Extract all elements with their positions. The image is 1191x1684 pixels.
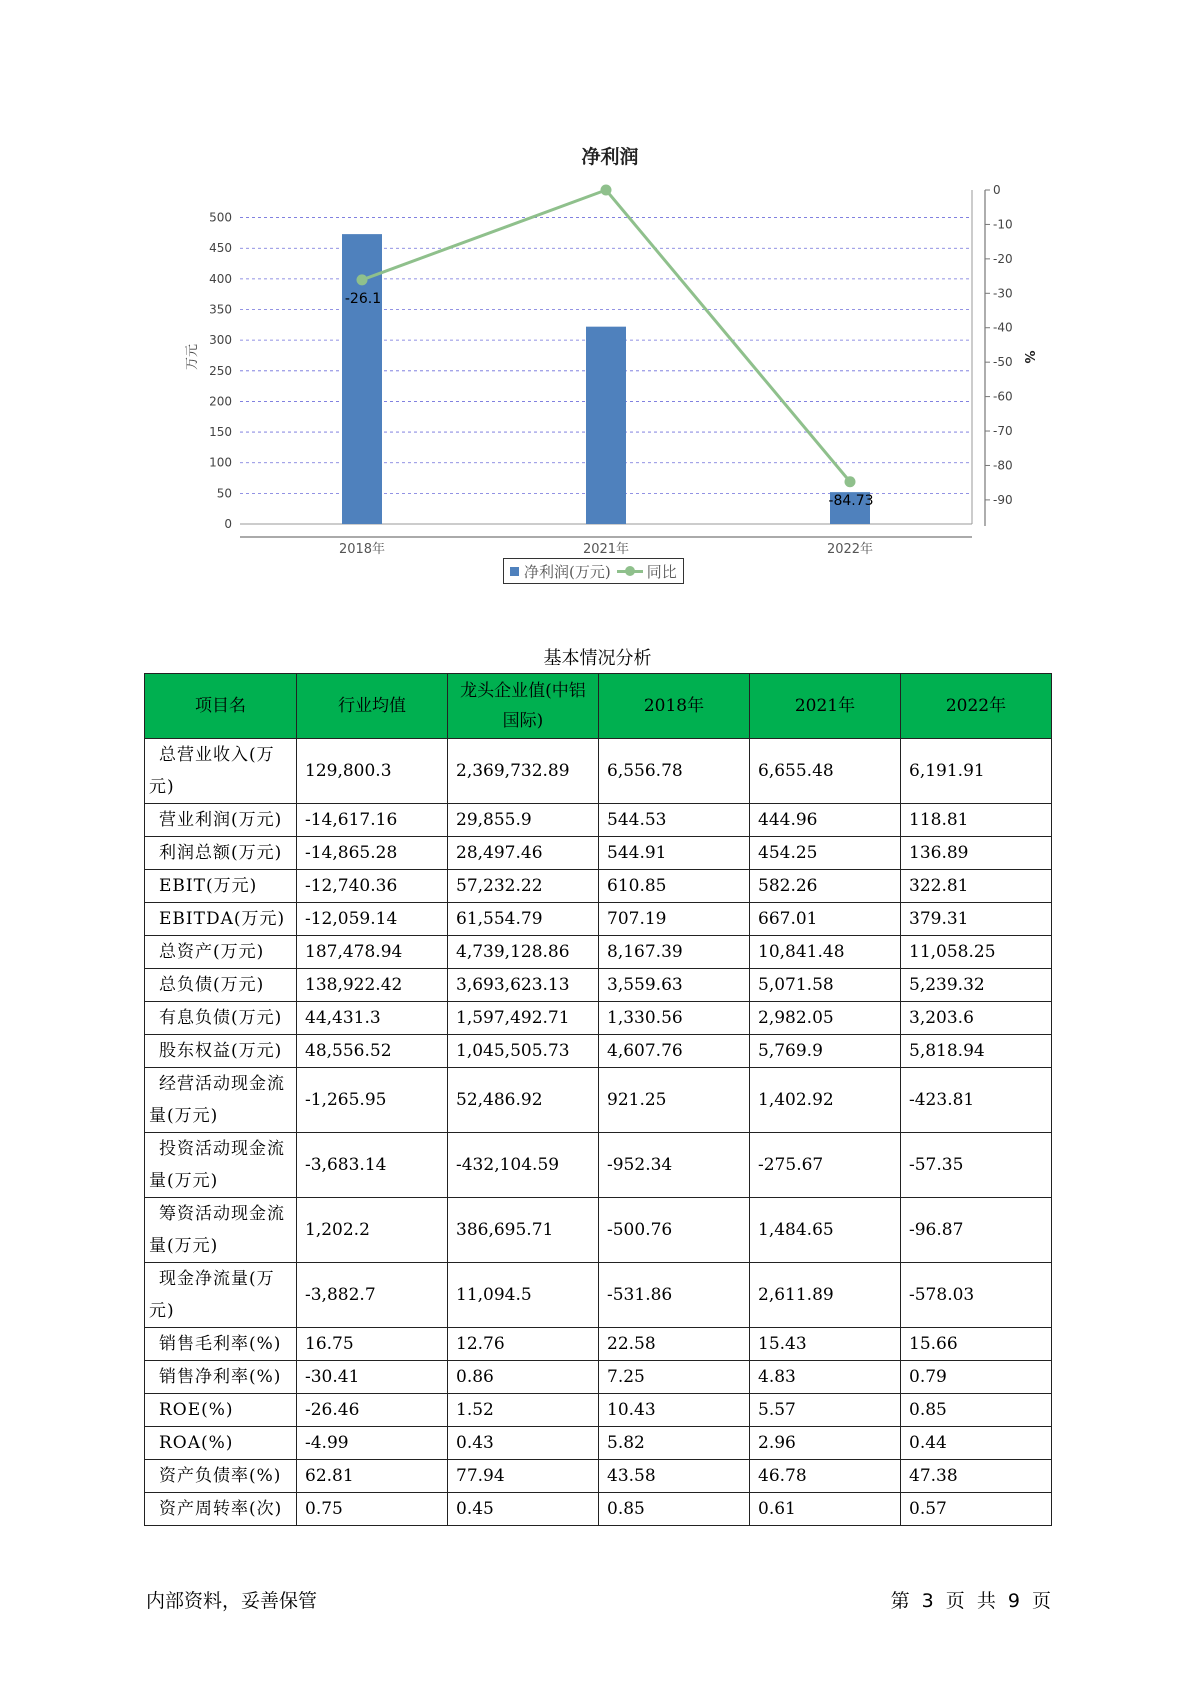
- row-label: 销售毛利率(%): [145, 1328, 297, 1361]
- table-cell: 379.31: [901, 903, 1052, 936]
- table-cell: 454.25: [750, 837, 901, 870]
- table-row: [145, 870, 1052, 903]
- table-cell: 10,841.48: [750, 936, 901, 969]
- row-label: 筹资活动现金流量(万元): [145, 1198, 297, 1263]
- table-row: [145, 1394, 1052, 1427]
- table-cell: 5,769.9: [750, 1035, 901, 1068]
- y2-axis-label: %: [1021, 350, 1036, 364]
- header-item-name: 项目名: [145, 674, 297, 739]
- table-cell: 0.85: [901, 1394, 1052, 1427]
- table-row: [145, 1002, 1052, 1035]
- table-cell: 0.75: [297, 1493, 448, 1526]
- table-row: [145, 804, 1052, 837]
- y2-tick-label: -40: [993, 320, 1013, 335]
- y-tick-label: 500: [209, 210, 232, 225]
- table-cell: -96.87: [901, 1198, 1052, 1263]
- table-cell: 1,045,505.73: [448, 1035, 599, 1068]
- table-cell: 1,484.65: [750, 1198, 901, 1263]
- table-cell: 0.44: [901, 1427, 1052, 1460]
- table-row: [145, 1328, 1052, 1361]
- table-row: [145, 1263, 1052, 1328]
- footer-page-number: 第 3 页 共 9 页: [890, 1590, 1051, 1612]
- row-label: 经营活动现金流量(万元): [145, 1068, 297, 1133]
- bar-2021年: [586, 327, 626, 524]
- table-cell: 0.43: [448, 1427, 599, 1460]
- table-cell: 4,739,128.86: [448, 936, 599, 969]
- net-profit-chart: [0, 0, 1191, 600]
- table-cell: 10.43: [599, 1394, 750, 1427]
- y-tick-label: 350: [209, 302, 232, 317]
- table-cell: 2.96: [750, 1427, 901, 1460]
- table-cell: -3,882.7: [297, 1263, 448, 1328]
- legend-bar-swatch: [510, 567, 519, 576]
- table-cell: 0.85: [599, 1493, 750, 1526]
- table-row: [145, 1035, 1052, 1068]
- y-tick-label: 50: [216, 486, 232, 501]
- table-cell: 544.91: [599, 837, 750, 870]
- y-tick-label: 0: [224, 517, 232, 531]
- table-cell: 5,071.58: [750, 969, 901, 1002]
- table-cell: 5,818.94: [901, 1035, 1052, 1068]
- header-2021: 2021年: [750, 674, 901, 739]
- table-cell: -26.46: [297, 1394, 448, 1427]
- table-cell: 0.79: [901, 1361, 1052, 1394]
- header-leader-value: 龙头企业值(中铝国际): [448, 674, 599, 739]
- table-cell: 7.25: [599, 1361, 750, 1394]
- table-cell: 11,058.25: [901, 936, 1052, 969]
- table-row: [145, 1198, 1052, 1263]
- row-label: 股东权益(万元): [145, 1035, 297, 1068]
- table-cell: 444.96: [750, 804, 901, 837]
- y-axis-label: 万元: [185, 343, 200, 371]
- table-cell: -14,617.16: [297, 804, 448, 837]
- table-row: [145, 936, 1052, 969]
- table-header-row: [145, 674, 1052, 739]
- table-cell: 544.53: [599, 804, 750, 837]
- yoy-point: [845, 476, 856, 487]
- table-row: [145, 1460, 1052, 1493]
- row-label: EBITDA(万元): [145, 903, 297, 936]
- table-cell: 5,239.32: [901, 969, 1052, 1002]
- yoy-point: [601, 185, 612, 196]
- yoy-data-label: -84.73: [828, 492, 874, 509]
- y2-tick-label: -60: [993, 389, 1013, 404]
- table-cell: 2,369,732.89: [448, 739, 599, 804]
- y-tick-label: 450: [209, 241, 232, 256]
- table-cell: -423.81: [901, 1068, 1052, 1133]
- table-cell: 43.58: [599, 1460, 750, 1493]
- y2-tick-label: -70: [993, 424, 1013, 439]
- x-tick-label: 2022年: [826, 542, 874, 557]
- table-cell: 8,167.39: [599, 936, 750, 969]
- table-cell: 386,695.71: [448, 1198, 599, 1263]
- table-cell: 1,202.2: [297, 1198, 448, 1263]
- y-tick-label: 150: [209, 425, 232, 440]
- table-cell: 187,478.94: [297, 936, 448, 969]
- row-label: 总负债(万元): [145, 969, 297, 1002]
- legend-line-swatch: [617, 566, 643, 576]
- table-cell: 61,554.79: [448, 903, 599, 936]
- table-row: [145, 1133, 1052, 1198]
- y2-tick-label: -80: [993, 458, 1013, 473]
- table-cell: 1,597,492.71: [448, 1002, 599, 1035]
- table-cell: 6,556.78: [599, 739, 750, 804]
- table-body: [145, 739, 1052, 1526]
- table-cell: -4.99: [297, 1427, 448, 1460]
- table-cell: -12,740.36: [297, 870, 448, 903]
- y2-tick-label: -10: [993, 217, 1013, 232]
- table-row: [145, 1427, 1052, 1460]
- y-tick-label: 100: [209, 455, 232, 470]
- table-cell: 5.82: [599, 1427, 750, 1460]
- table-cell: -14,865.28: [297, 837, 448, 870]
- chart-svg: [0, 0, 1191, 600]
- table-row: [145, 969, 1052, 1002]
- row-label: 有息负债(万元): [145, 1002, 297, 1035]
- y-tick-label: 200: [209, 394, 232, 409]
- table-cell: 57,232.22: [448, 870, 599, 903]
- row-label: ROA(%): [145, 1427, 297, 1460]
- table-cell: 3,693,623.13: [448, 969, 599, 1002]
- table-cell: 1.52: [448, 1394, 599, 1427]
- table-row: [145, 1493, 1052, 1526]
- table-cell: -432,104.59: [448, 1133, 599, 1198]
- y2-tick-label: -20: [993, 251, 1013, 266]
- table-cell: 138,922.42: [297, 969, 448, 1002]
- table-cell: 5.57: [750, 1394, 901, 1427]
- row-label: EBIT(万元): [145, 870, 297, 903]
- legend-bar-label: 净利润(万元): [524, 562, 611, 581]
- header-industry-avg: 行业均值: [297, 674, 448, 739]
- table-row: [145, 739, 1052, 804]
- table-row: [145, 1361, 1052, 1394]
- table-cell: 118.81: [901, 804, 1052, 837]
- table-cell: 48,556.52: [297, 1035, 448, 1068]
- table-cell: -1,265.95: [297, 1068, 448, 1133]
- table-cell: 667.01: [750, 903, 901, 936]
- row-label: 利润总额(万元): [145, 837, 297, 870]
- row-label: 总营业收入(万元): [145, 739, 297, 804]
- table-cell: 129,800.3: [297, 739, 448, 804]
- header-2018: 2018年: [599, 674, 750, 739]
- table-cell: 1,330.56: [599, 1002, 750, 1035]
- table-cell: 0.57: [901, 1493, 1052, 1526]
- header-2022: 2022年: [901, 674, 1052, 739]
- table-cell: 12.76: [448, 1328, 599, 1361]
- table-cell: 2,982.05: [750, 1002, 901, 1035]
- table-cell: -12,059.14: [297, 903, 448, 936]
- table-cell: 52,486.92: [448, 1068, 599, 1133]
- table-cell: 11,094.5: [448, 1263, 599, 1328]
- y2-tick-label: -50: [993, 355, 1013, 370]
- table-cell: -952.34: [599, 1133, 750, 1198]
- row-label: 投资活动现金流量(万元): [145, 1133, 297, 1198]
- y-tick-label: 300: [209, 333, 232, 348]
- table-cell: 2,611.89: [750, 1263, 901, 1328]
- chart-title: 净利润: [581, 146, 639, 168]
- yoy-point: [357, 274, 368, 285]
- table-row: [145, 837, 1052, 870]
- table-cell: -578.03: [901, 1263, 1052, 1328]
- table-cell: 4,607.76: [599, 1035, 750, 1068]
- table-cell: -30.41: [297, 1361, 448, 1394]
- y-tick-label: 400: [209, 271, 232, 286]
- y-tick-label: 250: [209, 363, 232, 378]
- table-cell: 6,655.48: [750, 739, 901, 804]
- table-cell: 921.25: [599, 1068, 750, 1133]
- table-cell: 15.43: [750, 1328, 901, 1361]
- table-cell: -275.67: [750, 1133, 901, 1198]
- table-cell: 6,191.91: [901, 739, 1052, 804]
- table-cell: 62.81: [297, 1460, 448, 1493]
- table-cell: -500.76: [599, 1198, 750, 1263]
- table-cell: 3,203.6: [901, 1002, 1052, 1035]
- table-cell: 77.94: [448, 1460, 599, 1493]
- chart-legend: [503, 558, 684, 584]
- table-cell: 44,431.3: [297, 1002, 448, 1035]
- footer-confidential: 内部资料，妥善保管: [146, 1590, 318, 1612]
- table-cell: 0.45: [448, 1493, 599, 1526]
- x-tick-label: 2021年: [582, 542, 630, 557]
- row-label: 销售净利率(%): [145, 1361, 297, 1394]
- table-cell: 582.26: [750, 870, 901, 903]
- y2-tick-label: -30: [993, 286, 1013, 301]
- legend-line-label: 同比: [646, 562, 677, 581]
- row-label: 营业利润(万元): [145, 804, 297, 837]
- row-label: 现金净流量(万元): [145, 1263, 297, 1328]
- table-cell: 15.66: [901, 1328, 1052, 1361]
- table-cell: 22.58: [599, 1328, 750, 1361]
- row-label: 总资产(万元): [145, 936, 297, 969]
- table-cell: 46.78: [750, 1460, 901, 1493]
- table-cell: 0.86: [448, 1361, 599, 1394]
- y2-tick-label: -90: [993, 492, 1013, 507]
- row-label: ROE(%): [145, 1394, 297, 1427]
- table-cell: 29,855.9: [448, 804, 599, 837]
- table-cell: 610.85: [599, 870, 750, 903]
- table-cell: 322.81: [901, 870, 1052, 903]
- x-tick-label: 2018年: [338, 542, 386, 557]
- table-cell: 136.89: [901, 837, 1052, 870]
- table-cell: -3,683.14: [297, 1133, 448, 1198]
- basic-analysis-table: [144, 673, 1052, 1526]
- row-label: 资产周转率(次): [145, 1493, 297, 1526]
- table-cell: -531.86: [599, 1263, 750, 1328]
- table-caption: 基本情况分析: [543, 648, 652, 669]
- table-cell: 16.75: [297, 1328, 448, 1361]
- y2-tick-label: 0: [993, 183, 1001, 197]
- row-label: 资产负债率(%): [145, 1460, 297, 1493]
- table-row: [145, 1068, 1052, 1133]
- table-cell: -57.35: [901, 1133, 1052, 1198]
- table-cell: 1,402.92: [750, 1068, 901, 1133]
- table-cell: 707.19: [599, 903, 750, 936]
- table-cell: 28,497.46: [448, 837, 599, 870]
- table-cell: 47.38: [901, 1460, 1052, 1493]
- table-cell: 3,559.63: [599, 969, 750, 1002]
- table-cell: 0.61: [750, 1493, 901, 1526]
- yoy-data-label: -26.1: [344, 290, 382, 307]
- table-cell: 4.83: [750, 1361, 901, 1394]
- table-row: [145, 903, 1052, 936]
